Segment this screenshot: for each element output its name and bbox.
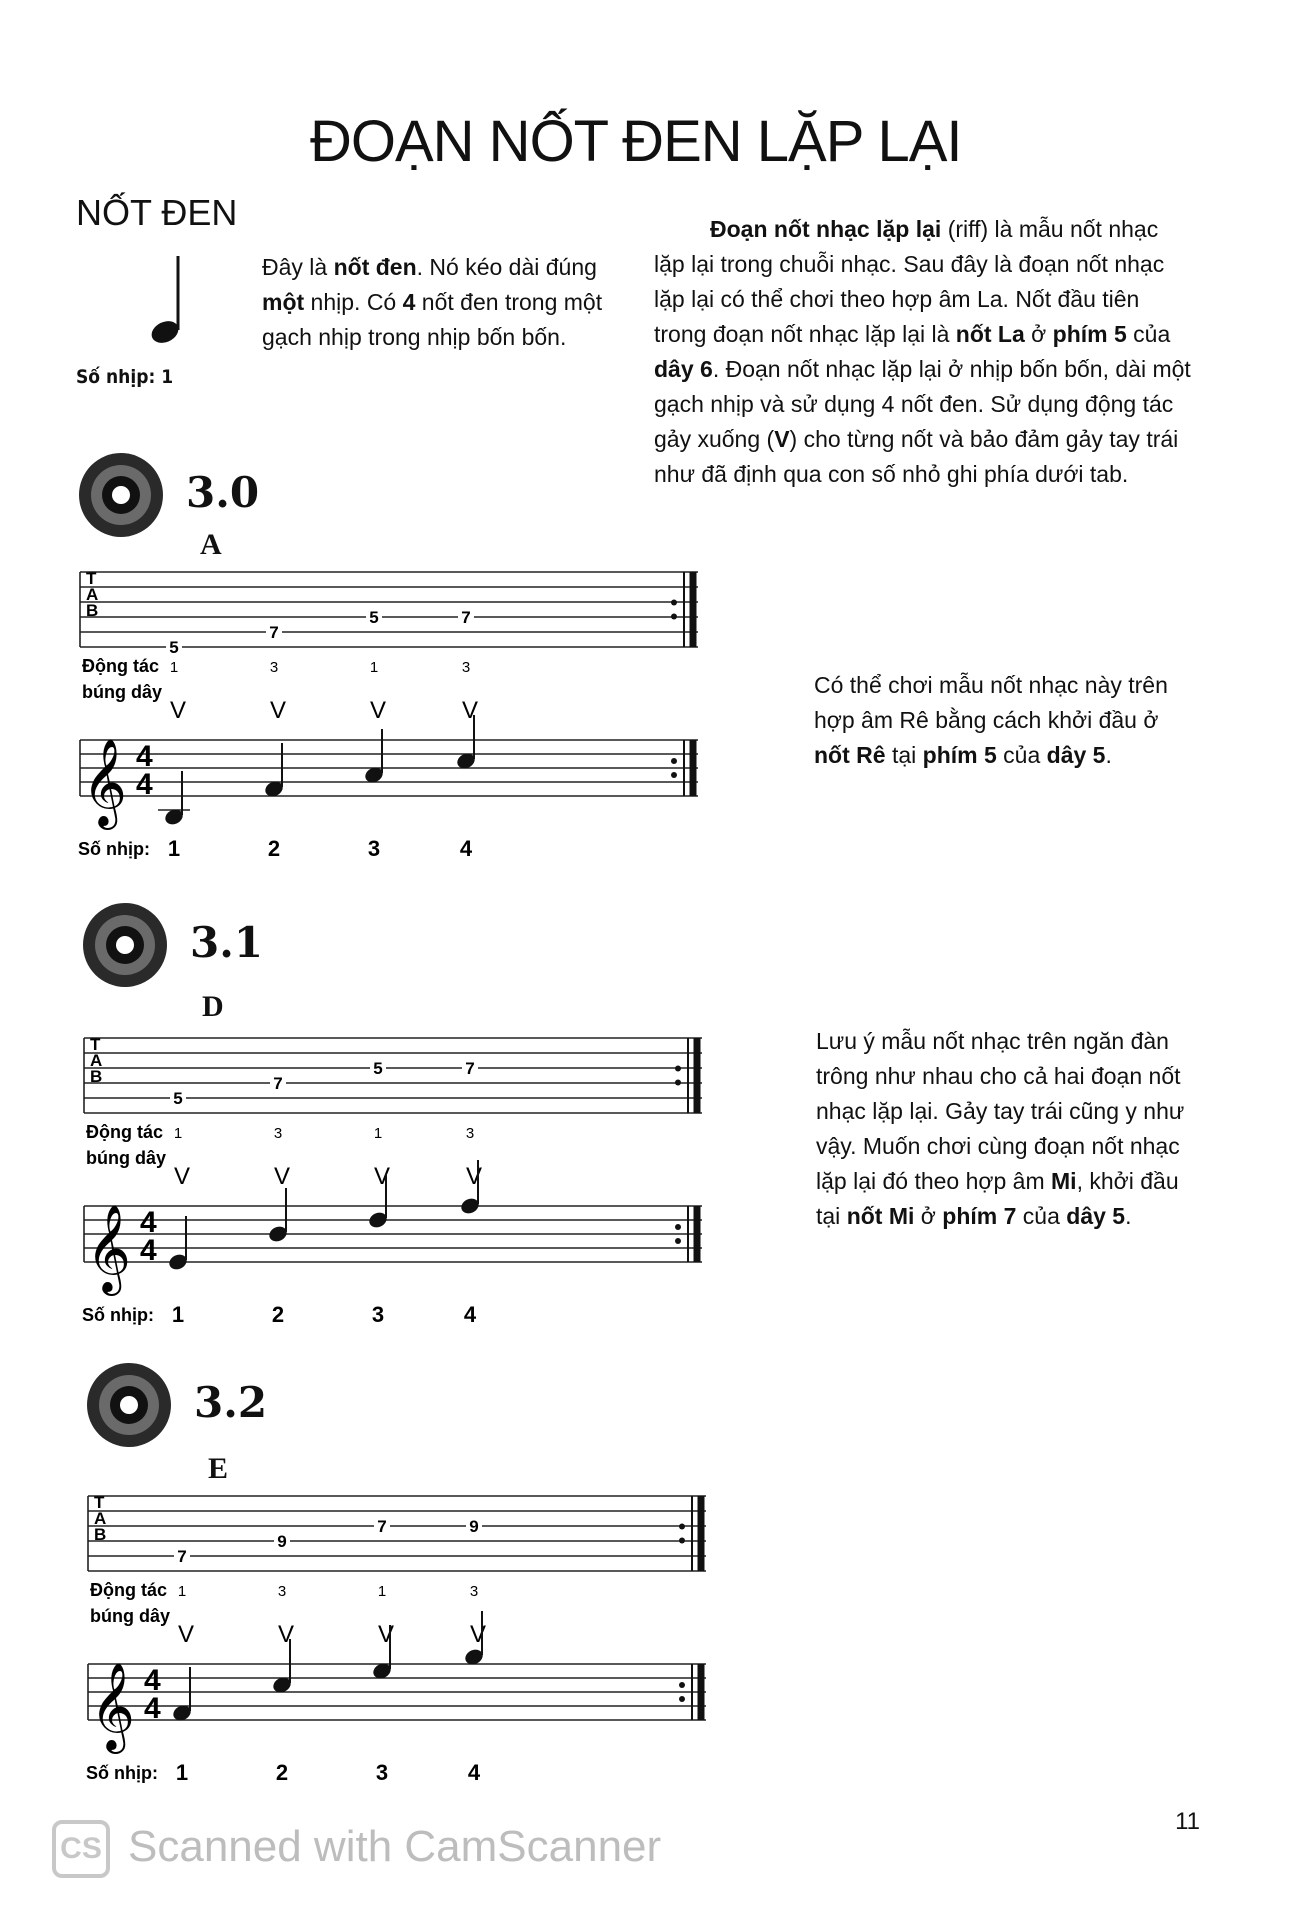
tab-letter: T [90,1035,101,1054]
finger-number: 3 [465,1125,475,1142]
fret-number: 5 [169,638,179,657]
beat-count: 4 [459,836,473,861]
stroke-label: Động tác [90,1580,168,1600]
time-signature-bottom: 4 [140,1234,157,1267]
downstroke-symbol: V [377,1621,395,1648]
repeat-dot [675,1224,681,1230]
music-example-3-1 [78,1026,718,1336]
music-example-3-0 [74,560,714,870]
tab-letter: T [94,1493,105,1512]
fret-number: 9 [277,1532,287,1551]
beat-count: 1 [167,836,181,861]
time-signature-bottom: 4 [144,1692,161,1725]
side-paragraph-2: Lưu ý mẫu nốt nhạc trên ngăn đàn trông như nhau cho cả hai đoạn nốt nhạc lặp lại. Gảy tay trái cũng y như vậy. Muốn chơi cùng đoạn nốt nhạc lặp lại đó theo hợp âm Mi, khởi đầu tại nốt Mi ở phím 7 của dây 5. [816,1028,1185,1229]
page-title: ĐOẠN NỐT ĐEN LẶP LẠI [310,109,962,174]
camscanner-logo: CS [52,1820,110,1878]
footer-watermark-text: Scanned with CamScanner [128,1822,662,1871]
chord-label: D [202,990,224,1023]
beat-count: 2 [267,836,281,861]
side-paragraph-1: Có thể chơi mẫu nốt nhạc này trên hợp âm Rê bằng cách khởi đầu ở nốt Rê tại phím 5 của dây 5. [814,672,1168,768]
count-label: Số nhịp: [82,1305,154,1325]
fret-number: 7 [177,1547,187,1566]
fret-number: 7 [461,608,471,627]
finger-number: 3 [469,1583,479,1600]
downstroke-symbol: V [169,697,187,724]
time-signature-top: 4 [144,1664,161,1697]
downstroke-symbol: V [277,1621,295,1648]
beat-count: 1 [171,1302,185,1327]
finger-number: 3 [277,1583,287,1600]
tab-letter: B [90,1067,103,1086]
time-signature-top: 4 [136,740,153,773]
downstroke-symbol: V [469,1621,487,1648]
repeat-dot [675,1066,681,1072]
page-number: 11 [1175,1808,1200,1835]
quarter-note-icon [140,250,190,350]
finger-number: 1 [373,1125,383,1142]
tab-letter: A [90,1051,103,1070]
stroke-label: Động tác [86,1122,164,1142]
tab-letter: B [94,1525,107,1544]
chord-label: A [200,528,222,561]
fret-number: 7 [377,1517,387,1536]
track-number: 3.2 [194,1378,268,1427]
finger-number: 1 [169,659,179,676]
beat-count: 4 [467,1760,481,1785]
count-label: Số nhịp: [78,839,150,859]
beat-count: 3 [371,1302,385,1327]
repeat-dot [679,1696,685,1702]
fret-number: 9 [469,1517,479,1536]
stroke-label: búng dây [82,682,162,702]
finger-number: 1 [177,1583,187,1600]
stroke-label: búng dây [90,1606,170,1626]
repeat-dot [671,758,677,764]
treble-clef-icon: 𝄞 [86,1206,131,1291]
track-number: 3.1 [190,918,264,967]
time-signature-top: 4 [140,1206,157,1239]
count-label: Số nhịp: [86,1763,158,1783]
tab-letter: T [86,569,97,588]
finger-number: 3 [273,1125,283,1142]
fret-number: 5 [373,1059,383,1078]
cd-icon [84,1360,174,1450]
finger-number: 3 [269,659,279,676]
tab-letter: B [86,601,99,620]
downstroke-symbol: V [173,1163,191,1190]
downstroke-symbol: V [369,697,387,724]
downstroke-symbol: V [461,697,479,724]
chord-label: E [208,1452,229,1485]
track-number: 3.0 [186,468,260,517]
tab-letter: A [94,1509,107,1528]
finger-number: 1 [377,1583,387,1600]
repeat-dot [675,1238,681,1244]
tab-letter: A [86,585,99,604]
repeat-dot [675,1080,681,1086]
beat-count: 4 [463,1302,477,1327]
downstroke-symbol: V [269,697,287,724]
repeat-dot [671,600,677,606]
beat-count: 1 [175,1760,189,1785]
fret-number: 5 [369,608,379,627]
stroke-label: Động tác [82,656,160,676]
note-count-label: Số nhịp: 1 [76,366,174,388]
repeat-dot [679,1682,685,1688]
repeat-dot [679,1538,685,1544]
finger-number: 1 [173,1125,183,1142]
downstroke-symbol: V [465,1163,483,1190]
intro-paragraph: Đây là nốt đen. Nó kéo dài đúng một nhịp. Có 4 nốt đen trong một gạch nhịp trong nhịp bốn bốn. [262,254,603,350]
treble-clef-icon: 𝄞 [82,740,127,825]
beat-count: 3 [367,836,381,861]
stroke-label: búng dây [86,1148,166,1168]
finger-number: 3 [461,659,471,676]
treble-clef-icon: 𝄞 [90,1664,135,1749]
finger-number: 1 [369,659,379,676]
downstroke-symbol: V [373,1163,391,1190]
fret-number: 7 [269,623,279,642]
repeat-dot [671,614,677,620]
downstroke-symbol: V [273,1163,291,1190]
beat-count: 2 [275,1760,289,1785]
cd-icon [76,450,166,540]
cd-icon [80,900,170,990]
fret-number: 7 [465,1059,475,1078]
section-heading: NỐT ĐEN [76,192,238,233]
riff-paragraph: Đoạn nốt nhạc lặp lại (riff) là mẫu nốt nhạc lặp lại trong chuỗi nhạc. Sau đây là đoạn nốt nhạc lặp lại có thể chơi theo hợp âm La. Nốt đầu tiên trong đoạn nốt nhạc lặp lại là nốt La ở phím 5 của dây 6. Đoạn nốt nhạc lặp lại ở nhịp bốn bốn, dài một gạch nhịp và sử dụng 4 nốt đen. Sử dụng động tác gảy xuống (V) cho từng nốt và bảo đảm gảy tay trái như đã định qua con số nhỏ ghi phía dưới tab. [654,216,1191,487]
fret-number: 5 [173,1089,183,1108]
downstroke-symbol: V [177,1621,195,1648]
fret-number: 7 [273,1074,283,1093]
repeat-dot [679,1524,685,1530]
time-signature-bottom: 4 [136,768,153,801]
repeat-dot [671,772,677,778]
beat-count: 2 [271,1302,285,1327]
beat-count: 3 [375,1760,389,1785]
music-example-3-2 [82,1484,722,1794]
